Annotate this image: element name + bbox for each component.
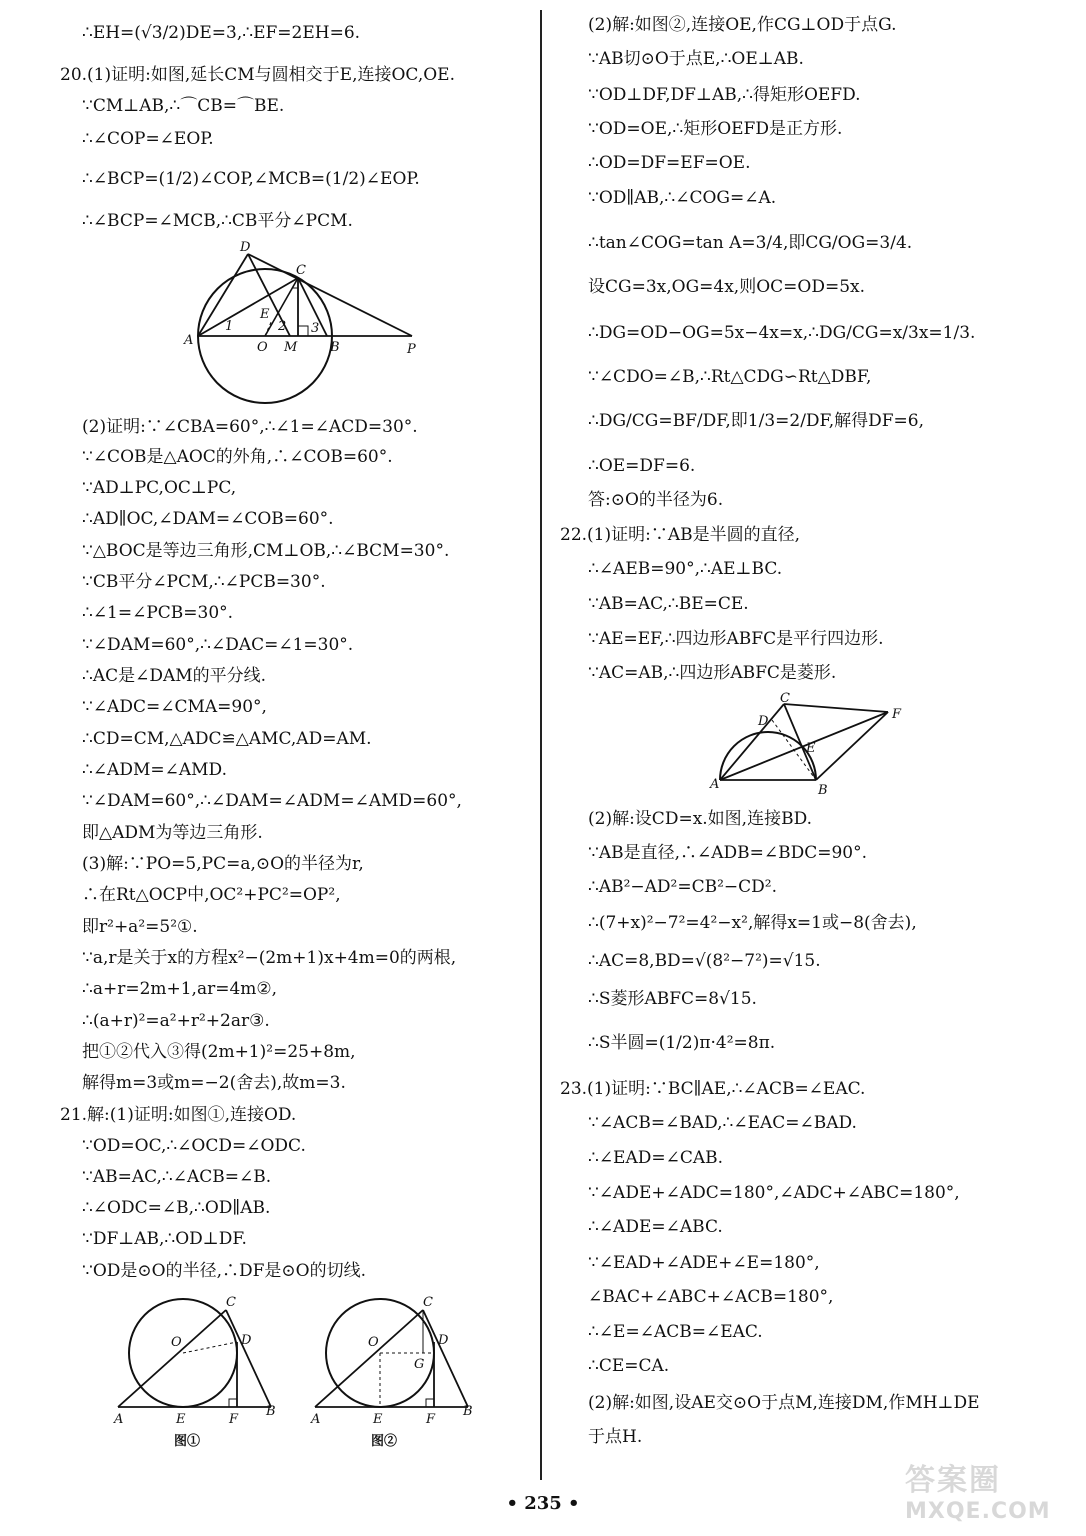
text-line: ∠BAC+∠ABC+∠ACB=180°, (588, 1287, 834, 1307)
label-B: B (330, 340, 340, 355)
figure-caption: 图① (174, 1434, 201, 1449)
text-line: (2)解:如图,设AE交⊙O于点M,连接DM,作MH⊥DE (588, 1393, 980, 1413)
text-line: ∵∠EAD+∠ADE+∠E=180°, (588, 1253, 820, 1273)
text-line: ∴EH=(√3/2)DE=3,∴EF=2EH=6. (82, 23, 361, 43)
text-line: ∴OE=DF=6. (588, 456, 696, 476)
label-A: A (311, 1412, 321, 1427)
text-line: ∴AC=8,BD=√(8²−7²)=√15. (588, 951, 821, 971)
text-line: ∴∠ADM=∠AMD. (82, 760, 227, 780)
text-line: ∵a,r是关于x的方程x²−(2m+1)x+4m=0的两根, (82, 948, 457, 968)
label-O: O (171, 1335, 182, 1350)
label-F: F (229, 1412, 239, 1427)
figure-problem-22 (690, 690, 920, 800)
text-line: ∴∠AEB=90°,∴AE⊥BC. (588, 559, 783, 579)
text-line: ∴∠COP=∠EOP. (82, 129, 214, 149)
label-P: P (407, 342, 416, 357)
text-line: 设CG=3x,OG=4x,则OC=OD=5x. (588, 277, 866, 297)
text-line: 即r²+a²=5²①. (82, 917, 198, 937)
text-line: ∴a+r=2m+1,ar=4m②, (82, 979, 278, 999)
label-F: F (892, 707, 902, 722)
watermark-logo: 答案圈 MXQE.COM (905, 1463, 1051, 1524)
text-line: ∵∠COB是△AOC的外角,∴∠COB=60°. (82, 447, 393, 467)
angle-label-2: 2 (278, 319, 287, 334)
figure-caption: 图② (371, 1434, 398, 1449)
text-line: ∵AB是直径,∴∠ADB=∠BDC=90°. (588, 843, 868, 863)
problem-20-heading: 20.(1)证明:如图,延长CM与圆相交于E,连接OC,OE. (60, 65, 455, 85)
label-F: F (426, 1412, 436, 1427)
label-E: E (806, 741, 816, 756)
label-B: B (463, 1404, 473, 1419)
label-E: E (373, 1412, 383, 1427)
text-line: ∵AB=AC,∴BE=CE. (588, 594, 749, 614)
page-number: • 235 • (506, 1493, 580, 1514)
text-line: ∵∠CDO=∠B,∴Rt△CDG∽Rt△DBF, (588, 367, 872, 387)
text-line: (2)证明:∵∠CBA=60°,∴∠1=∠ACD=30°. (82, 417, 418, 437)
angle-label-3: 3 (311, 321, 320, 336)
problem-21-heading: 21.解:(1)证明:如图①,连接OD. (60, 1105, 297, 1125)
text-line: ∵AD⊥PC,OC⊥PC, (82, 478, 237, 498)
text-line: ∴OD=DF=EF=OE. (588, 153, 751, 173)
text-line: ∴∠ADE=∠ABC. (588, 1217, 723, 1237)
text-line: ∴∠ODC=∠B,∴OD∥AB. (82, 1198, 271, 1218)
figure-problem-20 (180, 238, 430, 408)
label-D: D (758, 714, 769, 729)
text-line: ∵DF⊥AB,∴OD⊥DF. (82, 1229, 247, 1249)
text-line: ∴S半圆=(1/2)π·4²=8π. (588, 1033, 776, 1053)
text-line: ∵CB平分∠PCM,∴∠PCB=30°. (82, 572, 326, 592)
label-D: D (241, 1333, 252, 1348)
text-line: ∴(a+r)²=a²+r²+2ar③. (82, 1011, 270, 1031)
figure-problem-21-2 (305, 1290, 485, 1450)
label-G: G (414, 1357, 425, 1372)
text-line: ∴∠BCP=(1/2)∠COP,∠MCB=(1/2)∠EOP. (82, 169, 420, 189)
text-line: (2)解:如图②,连接OE,作CG⊥OD于点G. (588, 15, 897, 35)
column-divider (540, 10, 542, 1480)
text-line: ∵OD⊥DF,DF⊥AB,∴得矩形OEFD. (588, 85, 861, 105)
text-line: ∵AE=EF,∴四边形ABFC是平行四边形. (588, 629, 884, 649)
text-line: ∵OD是⊙O的半径,∴DF是⊙O的切线. (82, 1261, 366, 1281)
text-line: (2)解:设CD=x.如图,连接BD. (588, 809, 813, 829)
text-line: ∴(7+x)²−7²=4²−x²,解得x=1或−8(舍去), (588, 913, 917, 933)
text-line: ∴CE=CA. (588, 1356, 670, 1376)
text-line: ∴DG=OD−OG=5x−4x=x,∴DG/CG=x/3x=1/3. (588, 323, 976, 343)
text-line: 即△ADM为等边三角形. (82, 823, 263, 843)
text-line: ∴DG/CG=BF/DF,即1/3=2/DF,解得DF=6, (588, 411, 924, 431)
text-line: ∵OD=OC,∴∠OCD=∠ODC. (82, 1136, 306, 1156)
text-line: ∴S菱形ABFC=8√15. (588, 989, 757, 1009)
text-line: ∴AD∥OC,∠DAM=∠COB=60°. (82, 509, 334, 529)
label-O: O (368, 1335, 379, 1350)
text-line: ∴∠1=∠PCB=30°. (82, 603, 234, 623)
angle-label-1: 1 (225, 319, 234, 334)
text-line: ∴∠E=∠ACB=∠EAC. (588, 1322, 763, 1342)
problem-23-heading: 23.(1)证明:∵BC∥AE,∴∠ACB=∠EAC. (560, 1079, 866, 1099)
text-line: ∵∠DAM=60°,∴∠DAM=∠ADM=∠AMD=60°, (82, 791, 462, 811)
text-line: ∵AB=AC,∴∠ACB=∠B. (82, 1167, 272, 1187)
label-D: D (240, 240, 251, 255)
label-A: A (710, 777, 720, 792)
text-line: 于点H. (588, 1427, 643, 1447)
label-O: O (257, 340, 268, 355)
problem-22-heading: 22.(1)证明:∵AB是半圆的直径, (560, 525, 801, 545)
text-line: ∴tan∠COG=tan A=3/4,即CG/OG=3/4. (588, 233, 913, 253)
text-line: ∴AC是∠DAM的平分线. (82, 666, 267, 686)
text-line: ∴AB²−AD²=CB²−CD². (588, 877, 778, 897)
text-line: ∵∠ACB=∠BAD,∴∠EAC=∠BAD. (588, 1113, 857, 1133)
text-line: ∴在Rt△OCP中,OC²+PC²=OP², (82, 885, 341, 905)
text-line: ∵CM⊥AB,∴⌒CB=⌒BE. (82, 96, 285, 116)
label-C: C (780, 691, 790, 706)
label-E: E (176, 1412, 186, 1427)
label-E: E (260, 307, 270, 322)
text-line: ∵∠DAM=60°,∴∠DAC=∠1=30°. (82, 635, 354, 655)
text-line: ∵OD=OE,∴矩形OEFD是正方形. (588, 119, 843, 139)
answer-line: 答:⊙O的半径为6. (588, 490, 724, 510)
label-C: C (296, 263, 306, 278)
text-line: ∴∠BCP=∠MCB,∴CB平分∠PCM. (82, 211, 353, 231)
label-A: A (184, 333, 194, 348)
label-M: M (284, 340, 298, 355)
label-D: D (438, 1333, 449, 1348)
text-line: 解得m=3或m=−2(舍去),故m=3. (82, 1073, 346, 1093)
label-A: A (114, 1412, 124, 1427)
label-C: C (226, 1295, 236, 1310)
text-line: 把①②代入③得(2m+1)²=25+8m, (82, 1042, 356, 1062)
text-line: ∴CD=CM,△ADC≌△AMC,AD=AM. (82, 729, 372, 749)
text-line: ∵∠ADC=∠CMA=90°, (82, 697, 267, 717)
label-C: C (423, 1295, 433, 1310)
text-line: ∵∠ADE+∠ADC=180°,∠ADC+∠ABC=180°, (588, 1183, 960, 1203)
figure-problem-21-1 (108, 1290, 288, 1450)
text-line: ∵AC=AB,∴四边形ABFC是菱形. (588, 663, 837, 683)
label-B: B (266, 1404, 276, 1419)
label-B: B (818, 783, 828, 798)
text-line: ∵OD∥AB,∴∠COG=∠A. (588, 188, 777, 208)
text-line: ∵AB切⊙O于点E,∴OE⊥AB. (588, 49, 804, 69)
text-line: ∴∠EAD=∠CAB. (588, 1148, 724, 1168)
text-line: (3)解:∵PO=5,PC=a,⊙O的半径为r, (82, 854, 364, 874)
text-line: ∵△BOC是等边三角形,CM⊥OB,∴∠BCM=30°. (82, 541, 450, 561)
